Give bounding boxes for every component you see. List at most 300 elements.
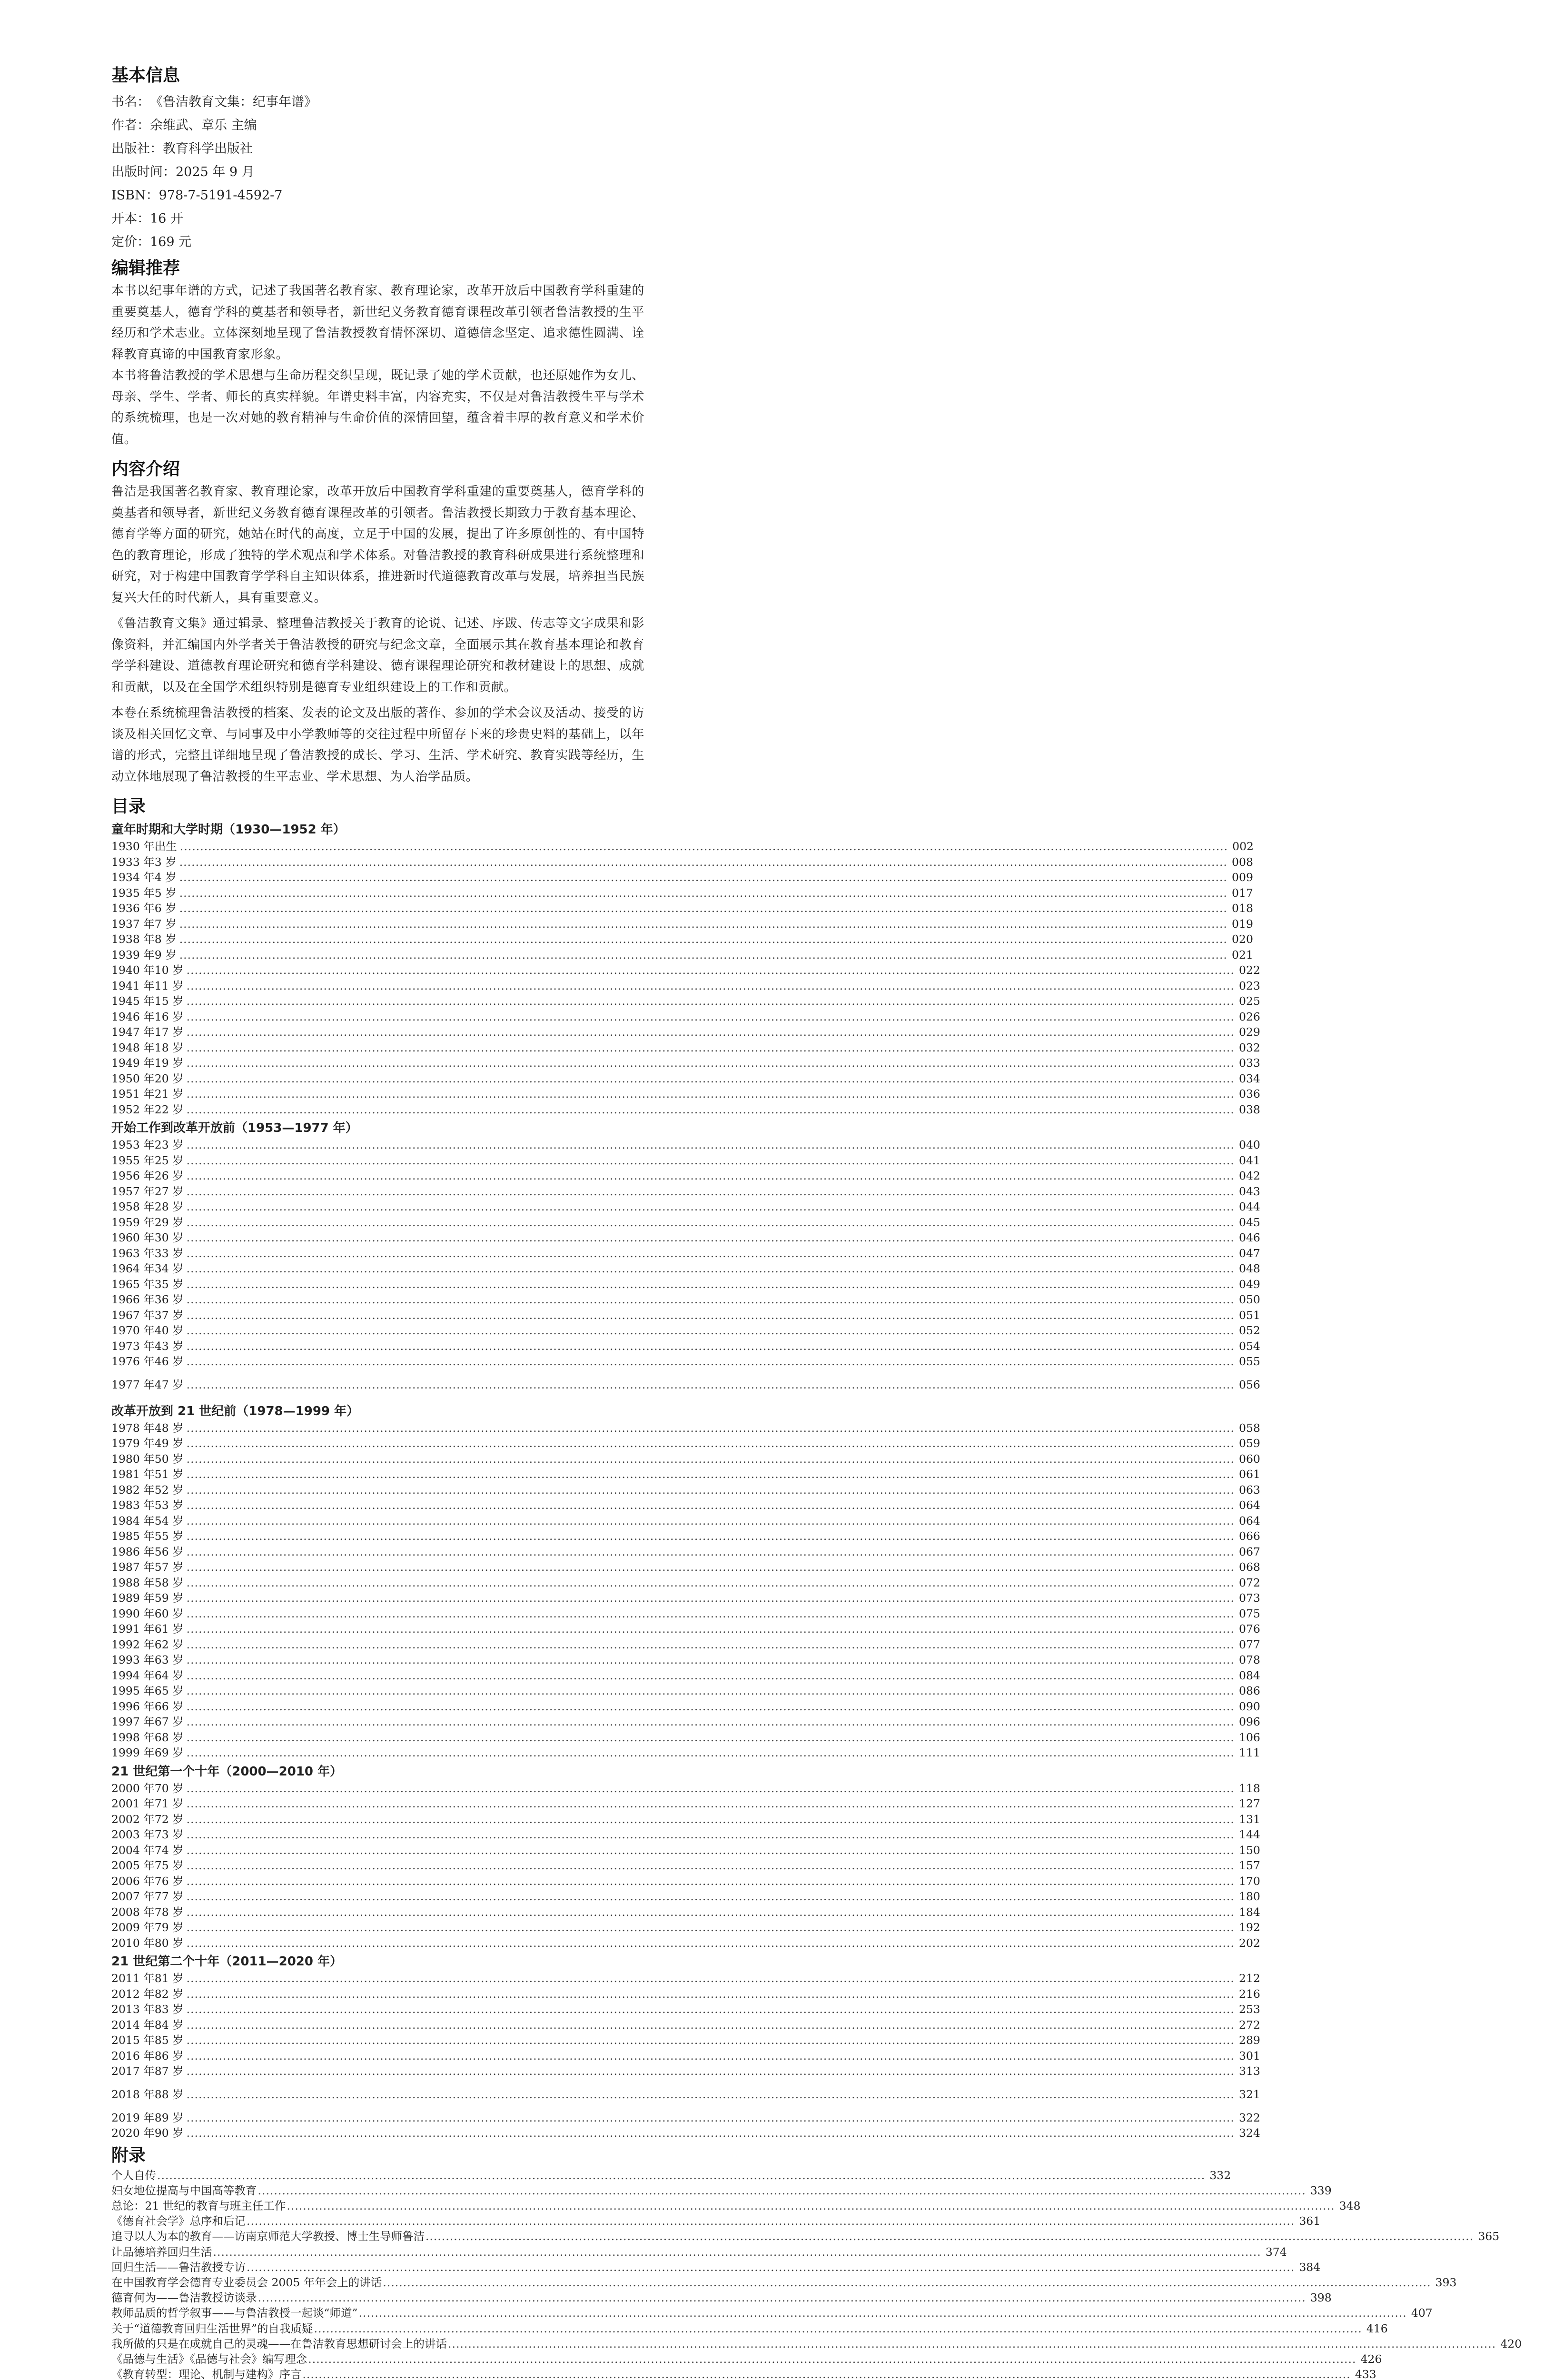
dot-leader: .................................................................................................................................................................................................................................................................... xyxy=(186,1056,1235,1070)
appendix-title: 《教育转型：理论、机制与建构》序言 xyxy=(111,2368,302,2380)
toc-age: 20 岁 xyxy=(154,1071,184,1085)
toc-age: 28 岁 xyxy=(154,1200,184,1213)
info-value: 教育科学出版社 xyxy=(163,141,253,156)
toc-entry[interactable] xyxy=(111,1339,1260,1354)
toc-page-number: 067 xyxy=(1239,1545,1260,1558)
toc-age: 21 岁 xyxy=(154,1087,184,1101)
toc-year: 2017 年 xyxy=(111,2064,155,2078)
toc-year: 1994 年 xyxy=(111,1668,155,1682)
dot-leader: .................................................................................................................................................................................................................................................................... xyxy=(358,2306,1407,2320)
toc-entry[interactable] xyxy=(111,1714,1260,1730)
dot-leader: .................................................................................................................................................................................................................................................................... xyxy=(186,979,1235,992)
toc-page-number: 289 xyxy=(1239,2033,1260,2047)
toc-age: 23 岁 xyxy=(154,1138,184,1151)
appendix-entry[interactable] xyxy=(111,2305,1433,2320)
toc-entry[interactable] xyxy=(111,839,1254,854)
toc-page-number: 032 xyxy=(1239,1041,1260,1054)
appendix-page-number: 361 xyxy=(1299,2214,1321,2228)
toc-age: 82 岁 xyxy=(154,1987,184,2001)
toc-entry[interactable] xyxy=(111,1467,1260,1482)
info-label: ISBN： xyxy=(111,188,159,203)
toc-entry[interactable] xyxy=(111,1246,1260,1261)
dot-leader: .................................................................................................................................................................................................................................................................... xyxy=(179,948,1227,962)
toc-page-number: 022 xyxy=(1239,963,1260,977)
toc-age: 78 岁 xyxy=(154,1905,184,1919)
toc-age: 52 岁 xyxy=(154,1483,184,1497)
dot-leader: .................................................................................................................................................................................................................................................................... xyxy=(383,2275,1431,2289)
dot-leader: .................................................................................................................................................................................................................................................................... xyxy=(186,1560,1235,1574)
toc-entry[interactable] xyxy=(111,2017,1260,2033)
dot-leader: .................................................................................................................................................................................................................................................................... xyxy=(247,2214,1295,2228)
toc-entry[interactable] xyxy=(111,1730,1260,1745)
toc-year: 2001 年 xyxy=(111,1797,155,1810)
appendix-title: 在中国教育学会德育专业委员会 2005 年年会上的讲话 xyxy=(111,2275,382,2289)
toc-entry[interactable] xyxy=(111,885,1253,901)
toc-year: 2015 年 xyxy=(111,2033,155,2047)
info-value: 余维武、章乐 主编 xyxy=(150,118,257,133)
appendix-page-number: 365 xyxy=(1478,2230,1500,2243)
toc-age: 86 岁 xyxy=(154,2049,184,2063)
dot-leader: .................................................................................................................................................................................................................................................................... xyxy=(186,1936,1235,1950)
info-label: 定价： xyxy=(111,235,150,249)
toc-year: 1966 年 xyxy=(111,1293,155,1306)
toc-entry[interactable] xyxy=(111,1986,1260,2002)
toc-page-number: 038 xyxy=(1239,1102,1260,1116)
dot-leader: .................................................................................................................................................................................................................................................................... xyxy=(186,1421,1235,1435)
appendix-page-number: 426 xyxy=(1360,2352,1382,2366)
toc-age: 53 岁 xyxy=(154,1498,184,1512)
recommend-paragraph: 本书将鲁洁教授的学术思想与生命历程交织呈现，既记录了她的学术贡献，也还原她作为女儿、母亲、学生、学者、师长的真实样貌。年谱史料丰富，内容充实，不仅是对鲁洁教授生平与学术的系统梳理，也是一次对她的教育精神与生命价值的深情回望，蕴含着丰厚的教育意义和学术价值。 xyxy=(111,368,644,446)
appendix-title: 《德育社会学》总序和后记 xyxy=(111,2214,246,2228)
toc-entry[interactable] xyxy=(111,1009,1260,1025)
toc-age: 8 岁 xyxy=(154,932,177,946)
toc-entry[interactable] xyxy=(111,1796,1260,1812)
dot-leader: .................................................................................................................................................................................................................................................................... xyxy=(186,1529,1235,1543)
toc-entry[interactable] xyxy=(111,1451,1260,1467)
toc-age: 83 岁 xyxy=(154,2003,184,2016)
dot-leader: .................................................................................................................................................................................................................................................................... xyxy=(287,2199,1335,2212)
toc-page-number: 064 xyxy=(1239,1498,1260,1512)
toc-entry[interactable] xyxy=(111,1843,1260,1858)
toc-year: 1930 年 xyxy=(111,840,155,853)
toc-page-number: 018 xyxy=(1232,902,1253,915)
toc-entry[interactable] xyxy=(111,1858,1260,1874)
toc-year: 1988 年 xyxy=(111,1576,155,1589)
toc-entry[interactable] xyxy=(111,2063,1260,2079)
toc-year: 2019 年 xyxy=(111,2111,155,2124)
toc-page-number: 321 xyxy=(1239,2087,1260,2101)
appendix-list xyxy=(111,2168,1522,2380)
dot-leader: .................................................................................................................................................................................................................................................................... xyxy=(186,2087,1235,2101)
dot-leader: .................................................................................................................................................................................................................................................................... xyxy=(186,1378,1235,1391)
appendix-page-number: 433 xyxy=(1355,2368,1376,2380)
appendix-page-number: 348 xyxy=(1339,2199,1361,2212)
info-value: 978-7-5191-4592-7 xyxy=(158,188,283,203)
toc-entry[interactable] xyxy=(111,2125,1260,2141)
toc-entry[interactable] xyxy=(111,932,1253,947)
toc-year: 1960 年 xyxy=(111,1231,155,1244)
toc-page-number: 127 xyxy=(1239,1797,1260,1810)
toc-age: 51 岁 xyxy=(154,1468,184,1481)
appendix-entry[interactable] xyxy=(111,2351,1382,2367)
toc-age: 47 岁 xyxy=(154,1378,184,1391)
info-row xyxy=(111,90,644,114)
toc-page-number: 051 xyxy=(1239,1308,1260,1322)
toc-year: 1991 年 xyxy=(111,1622,155,1636)
dot-leader: .................................................................................................................................................................................................................................................................... xyxy=(186,1339,1235,1353)
toc-page-number: 072 xyxy=(1239,1576,1260,1589)
toc-year: 1963 年 xyxy=(111,1246,155,1260)
toc-page-number: 059 xyxy=(1239,1437,1260,1450)
toc-age: 71 岁 xyxy=(154,1797,184,1810)
info-row xyxy=(111,184,644,207)
toc-age: 69 岁 xyxy=(154,1746,184,1759)
appendix-page-number: 339 xyxy=(1310,2183,1332,2197)
toc-entry[interactable] xyxy=(111,1920,1260,1935)
toc-entry[interactable] xyxy=(111,1261,1260,1277)
toc-page-number: 192 xyxy=(1239,1921,1260,1934)
info-row xyxy=(111,137,644,160)
toc-entry[interactable] xyxy=(111,993,1260,1009)
dot-leader: .................................................................................................................................................................................................................................................................... xyxy=(186,2064,1235,2078)
toc-page-number: 049 xyxy=(1239,1277,1260,1291)
toc-page-number: 202 xyxy=(1239,1936,1260,1950)
toc-page-number: 066 xyxy=(1239,1529,1260,1543)
dot-leader: .................................................................................................................................................................................................................................................................... xyxy=(179,886,1227,900)
toc-page-number: 041 xyxy=(1239,1153,1260,1167)
appendix-title: 总论：21 世纪的教育与班主任工作 xyxy=(111,2199,286,2212)
dot-leader: .................................................................................................................................................................................................................................................................... xyxy=(257,2291,1306,2305)
appendix-entry[interactable] xyxy=(111,2183,1332,2198)
toc-age: 18 岁 xyxy=(154,1041,184,1054)
info-label: 出版时间： xyxy=(111,165,176,179)
toc-age: 77 岁 xyxy=(154,1890,184,1903)
toc-age: 73 岁 xyxy=(154,1828,184,1841)
toc-age: 68 岁 xyxy=(154,1730,184,1744)
toc-page-number: 023 xyxy=(1239,979,1260,992)
toc-page-number: 025 xyxy=(1239,994,1260,1008)
dot-leader: .................................................................................................................................................................................................................................................................... xyxy=(426,2230,1474,2243)
toc-age: 87 岁 xyxy=(154,2064,184,2078)
toc-page-number: 047 xyxy=(1239,1246,1260,1260)
toc-age: 27 岁 xyxy=(154,1184,184,1198)
toc-page-number: 050 xyxy=(1239,1293,1260,1306)
toc-part-title: 21 世纪第二个十年（2011—2020 年） xyxy=(111,1954,343,1969)
dot-leader: .................................................................................................................................................................................................................................................................... xyxy=(186,1087,1235,1101)
toc-year: 2018 年 xyxy=(111,2087,155,2101)
toc-entry[interactable] xyxy=(111,1168,1260,1184)
toc-year: 1987 年 xyxy=(111,1560,155,1574)
toc-entry[interactable] xyxy=(111,1230,1260,1246)
toc-year: 1970 年 xyxy=(111,1324,155,1337)
toc-year: 1941 年 xyxy=(111,979,155,992)
toc-entry[interactable] xyxy=(111,1513,1260,1529)
toc-entry[interactable] xyxy=(111,1827,1260,1843)
toc-entry[interactable] xyxy=(111,1699,1260,1715)
toc-page-number: 029 xyxy=(1239,1025,1260,1039)
dot-leader: .................................................................................................................................................................................................................................................................... xyxy=(308,2352,1356,2366)
toc-age: 34 岁 xyxy=(154,1262,184,1275)
intro-paragraph: 鲁洁是我国著名教育家、教育理论家，改革开放后中国教育学科重建的重要奠基人，德育学科的奠基者和领导者，新世纪义务教育德育课程改革的引领者。鲁洁教授长期致力于教育基本理论、德育学等方面的研究，她站在时代的高度，立足于中国的发展，提出了许多原创性的、有中国特色的教育理论，形成了独特的学术观点和学术体系。对鲁洁教授的教育科研成果进行系统整理和研究，对于构建中国教育学学科自主知识体系，推进新时代道德教育改革与发展，培养担当民族复兴大任的时代新人，具有重要意义。 xyxy=(111,485,644,605)
appendix-entry[interactable] xyxy=(111,2168,1231,2183)
toc-year: 1983 年 xyxy=(111,1498,155,1512)
toc-entry[interactable] xyxy=(111,1904,1260,1920)
info-label: 书名： xyxy=(111,95,150,109)
toc-entry[interactable] xyxy=(111,1482,1260,1498)
toc-entry[interactable] xyxy=(111,1055,1260,1071)
toc-page-number: 322 xyxy=(1239,2111,1260,2124)
dot-leader: .................................................................................................................................................................................................................................................................... xyxy=(186,2018,1235,2032)
toc-part-title: 童年时期和大学时期（1930—1952 年） xyxy=(111,823,346,837)
toc-year: 1956 年 xyxy=(111,1169,155,1182)
toc-year: 1985 年 xyxy=(111,1529,155,1543)
toc-entry[interactable] xyxy=(111,1668,1260,1684)
dot-leader: .................................................................................................................................................................................................................................................................... xyxy=(179,932,1227,946)
toc-year: 2004 年 xyxy=(111,1843,155,1857)
appendix-entry[interactable] xyxy=(111,2260,1321,2275)
toc-entry[interactable] xyxy=(111,1184,1260,1200)
toc-year: 2005 年 xyxy=(111,1859,155,1872)
dot-leader: .................................................................................................................................................................................................................................................................... xyxy=(186,1545,1235,1558)
toc-page-number: 078 xyxy=(1239,1653,1260,1666)
toc-age: 25 岁 xyxy=(154,1153,184,1167)
appendix-title: 个人自传 xyxy=(111,2168,156,2182)
toc-age: 64 岁 xyxy=(154,1668,184,1682)
toc-entry[interactable] xyxy=(111,1040,1260,1056)
toc-age: 29 岁 xyxy=(154,1215,184,1229)
toc-entry[interactable] xyxy=(111,1683,1260,1699)
toc-entry[interactable] xyxy=(111,2110,1260,2126)
toc-year: 1998 年 xyxy=(111,1730,155,1744)
toc-page-number: 017 xyxy=(1232,886,1253,900)
dot-leader: .................................................................................................................................................................................................................................................................... xyxy=(186,1498,1235,1512)
toc-entry[interactable] xyxy=(111,1323,1260,1339)
toc-age: 11 岁 xyxy=(154,979,184,992)
toc-age: 72 岁 xyxy=(154,1812,184,1826)
appendix-entry[interactable] xyxy=(111,2321,1388,2336)
toc-entry[interactable] xyxy=(111,1354,1260,1369)
toc-page-number: 084 xyxy=(1239,1668,1260,1682)
dot-leader: .................................................................................................................................................................................................................................................................... xyxy=(448,2337,1496,2350)
appendix-entry[interactable] xyxy=(111,2290,1332,2305)
toc-entry[interactable] xyxy=(111,1153,1260,1169)
dot-leader: .................................................................................................................................................................................................................................................................... xyxy=(157,2168,1206,2182)
toc-entry[interactable] xyxy=(111,1420,1260,1436)
appendix-entry[interactable] xyxy=(111,2336,1522,2351)
toc-page-number: 043 xyxy=(1239,1184,1260,1198)
appendix-entry[interactable] xyxy=(111,2275,1457,2290)
appendix-title: 追寻以人为本的教育——访南京师范大学教授、博士生导师鲁洁 xyxy=(111,2230,425,2243)
dot-leader: .................................................................................................................................................................................................................................................................... xyxy=(179,902,1227,915)
toc-age: 19 岁 xyxy=(154,1056,184,1070)
toc-age: 90 岁 xyxy=(154,2126,184,2140)
basic-info-heading: 基本信息 xyxy=(111,66,180,85)
toc-year: 1992 年 xyxy=(111,1637,155,1651)
dot-leader: .................................................................................................................................................................................................................................................................... xyxy=(179,855,1227,869)
toc-year: 1993 年 xyxy=(111,1653,155,1666)
toc-age: 85 岁 xyxy=(154,2033,184,2047)
dot-leader: .................................................................................................................................................................................................................................................................... xyxy=(247,2260,1295,2274)
toc-page-number: 144 xyxy=(1239,1828,1260,1841)
toc-age: 74 岁 xyxy=(154,1843,184,1857)
appendix-page-number: 393 xyxy=(1435,2275,1457,2289)
appendix-entry[interactable] xyxy=(111,2229,1500,2244)
toc-age: 7 岁 xyxy=(154,917,177,931)
toc-year: 1953 年 xyxy=(111,1138,155,1151)
info-value: 16 开 xyxy=(150,211,183,226)
dot-leader: .................................................................................................................................................................................................................................................................... xyxy=(179,917,1227,931)
toc-entry[interactable] xyxy=(111,1137,1260,1153)
toc-entry[interactable] xyxy=(111,1292,1260,1308)
toc-entry[interactable] xyxy=(111,1637,1260,1653)
toc-year: 1989 年 xyxy=(111,1591,155,1605)
toc-entry[interactable] xyxy=(111,2002,1260,2017)
intro-paragraph: 本卷在系统梳理鲁洁教授的档案、发表的论文及出版的著作、参加的学术会议及活动、接受的访谈及相关回忆文章、与同事及中小学教师等的交往过程中所留存下来的珍贵史料的基础上，以年谱的形式，完整且详细地呈现了鲁洁教授的成长、学习、生活、学术研究、教育实践等经历，生动立体地展现了鲁洁教授的生平志业、学术思想、为人治学品质。 xyxy=(111,706,644,784)
toc-page-number: 157 xyxy=(1239,1859,1260,1872)
toc-part-title: 21 世纪第一个十年（2000—2010 年） xyxy=(111,1764,343,1779)
toc-age: 61 岁 xyxy=(154,1622,184,1636)
toc-entry[interactable] xyxy=(111,978,1260,994)
info-row xyxy=(111,160,644,184)
toc-entry[interactable] xyxy=(111,1436,1260,1451)
dot-leader: .................................................................................................................................................................................................................................................................... xyxy=(186,1153,1235,1167)
toc-year: 1952 年 xyxy=(111,1102,155,1116)
toc-year: 1980 年 xyxy=(111,1452,155,1466)
toc-entry[interactable] xyxy=(111,1369,1260,1400)
toc-age: 58 岁 xyxy=(154,1576,184,1589)
toc-year: 1964 年 xyxy=(111,1262,155,1275)
recommend-heading: 编辑推荐 xyxy=(111,258,180,278)
toc-entry[interactable] xyxy=(111,2079,1260,2110)
dot-leader: .................................................................................................................................................................................................................................................................... xyxy=(186,1905,1235,1919)
appendix-entry[interactable] xyxy=(111,2244,1287,2260)
toc-page-number: 061 xyxy=(1239,1468,1260,1481)
toc-entry[interactable] xyxy=(111,1497,1260,1513)
dot-leader: .................................................................................................................................................................................................................................................................... xyxy=(186,1355,1235,1368)
info-label: 开本： xyxy=(111,211,150,226)
toc-age: 79 岁 xyxy=(154,1921,184,1934)
toc-page-number: 131 xyxy=(1239,1812,1260,1826)
dot-leader: .................................................................................................................................................................................................................................................................... xyxy=(302,2368,1351,2380)
toc-entry[interactable] xyxy=(111,1071,1260,1087)
toc-entry[interactable] xyxy=(111,870,1253,885)
info-label: 作者： xyxy=(111,118,150,133)
toc-entry[interactable] xyxy=(111,916,1253,932)
toc-entry[interactable] xyxy=(111,962,1260,978)
toc-entry[interactable] xyxy=(111,1559,1260,1575)
dot-leader: .................................................................................................................................................................................................................................................................... xyxy=(186,1668,1235,1682)
toc-year: 2003 年 xyxy=(111,1828,155,1841)
appendix-title: 妇女地位提高与中国高等教育 xyxy=(111,2183,257,2197)
toc-age: 46 岁 xyxy=(154,1355,184,1368)
toc-page-number: 118 xyxy=(1239,1781,1260,1795)
toc-entry[interactable] xyxy=(111,1874,1260,1889)
toc-age: 56 岁 xyxy=(154,1545,184,1558)
toc-age: 15 岁 xyxy=(154,994,184,1008)
toc-page-number: 060 xyxy=(1239,1452,1260,1466)
toc-year: 2014 年 xyxy=(111,2018,155,2032)
dot-leader: .................................................................................................................................................................................................................................................................... xyxy=(257,2183,1306,2197)
toc-entry[interactable] xyxy=(111,1215,1260,1230)
toc-year: 1940 年 xyxy=(111,963,155,977)
toc-year: 1981 年 xyxy=(111,1468,155,1481)
toc-entry[interactable] xyxy=(111,1024,1260,1040)
toc-page-number: 052 xyxy=(1239,1324,1260,1337)
toc-entry[interactable] xyxy=(111,1575,1260,1591)
toc-entry[interactable] xyxy=(111,1086,1260,1102)
toc-entry[interactable] xyxy=(111,1528,1260,1544)
dot-leader: .................................................................................................................................................................................................................................................................... xyxy=(213,2245,1261,2259)
toc-age: 57 岁 xyxy=(154,1560,184,1574)
toc-year: 1990 年 xyxy=(111,1606,155,1620)
info-row xyxy=(111,230,644,254)
toc-age: 26 岁 xyxy=(154,1169,184,1182)
toc-entry[interactable] xyxy=(111,1889,1260,1904)
toc-entry[interactable] xyxy=(111,947,1253,963)
appendix-title: 让品德培养回归生活 xyxy=(111,2245,212,2259)
toc-page-number: 034 xyxy=(1239,1071,1260,1085)
toc-year: 1959 年 xyxy=(111,1215,155,1229)
toc-entry[interactable] xyxy=(111,1745,1260,1761)
toc-entry[interactable] xyxy=(111,1102,1260,1118)
toc-page-number: 048 xyxy=(1239,1262,1260,1275)
toc-entry[interactable] xyxy=(111,1277,1260,1292)
toc-year: 2000 年 xyxy=(111,1781,155,1795)
appendix-entry[interactable] xyxy=(111,2213,1321,2229)
appendix-entry[interactable] xyxy=(111,2367,1376,2380)
dot-leader: .................................................................................................................................................................................................................................................................... xyxy=(186,2049,1235,2063)
toc-entry[interactable] xyxy=(111,1935,1260,1951)
toc-page-number: 068 xyxy=(1239,1560,1260,1574)
toc-age: 50 岁 xyxy=(154,1452,184,1466)
dot-leader: .................................................................................................................................................................................................................................................................... xyxy=(186,1576,1235,1589)
toc-page-number: 150 xyxy=(1239,1843,1260,1857)
toc-year: 2009 年 xyxy=(111,1921,155,1934)
toc-entry[interactable] xyxy=(111,1971,1260,1986)
toc-entry[interactable] xyxy=(111,1308,1260,1323)
dot-leader: .................................................................................................................................................................................................................................................................... xyxy=(186,1972,1235,1985)
appendix-entry[interactable] xyxy=(111,2198,1361,2213)
toc-entry[interactable] xyxy=(111,1812,1260,1827)
toc-entry[interactable] xyxy=(111,1781,1260,1796)
toc-entry[interactable] xyxy=(111,2033,1260,2048)
toc-entry[interactable] xyxy=(111,854,1253,870)
toc-entry[interactable] xyxy=(111,1544,1260,1560)
toc-year: 1977 年 xyxy=(111,1378,155,1391)
dot-leader: .................................................................................................................................................................................................................................................................... xyxy=(186,963,1235,977)
toc-entry[interactable] xyxy=(111,901,1253,916)
toc-entry[interactable] xyxy=(111,1199,1260,1215)
toc-page-number: 111 xyxy=(1239,1746,1260,1759)
toc-age: 63 岁 xyxy=(154,1653,184,1666)
toc-entry[interactable] xyxy=(111,1621,1260,1637)
toc-age: 9 岁 xyxy=(154,948,177,962)
toc-age: 55 岁 xyxy=(154,1529,184,1543)
dot-leader: .................................................................................................................................................................................................................................................................... xyxy=(186,1622,1235,1636)
toc-page-number: 063 xyxy=(1239,1483,1260,1497)
info-label: 出版社： xyxy=(111,141,163,156)
toc-year: 1951 年 xyxy=(111,1087,155,1101)
dot-leader: .................................................................................................................................................................................................................................................................... xyxy=(186,2003,1235,2016)
toc-entry[interactable] xyxy=(111,1652,1260,1668)
dot-leader: .................................................................................................................................................................................................................................................................... xyxy=(186,1591,1235,1605)
toc-entry[interactable] xyxy=(111,2048,1260,2064)
toc-entry[interactable] xyxy=(111,1606,1260,1622)
toc-page-number: 046 xyxy=(1239,1231,1260,1244)
dot-leader: .................................................................................................................................................................................................................................................................... xyxy=(186,1684,1235,1697)
toc-entry[interactable] xyxy=(111,1590,1260,1606)
toc-year: 2010 年 xyxy=(111,1936,155,1950)
